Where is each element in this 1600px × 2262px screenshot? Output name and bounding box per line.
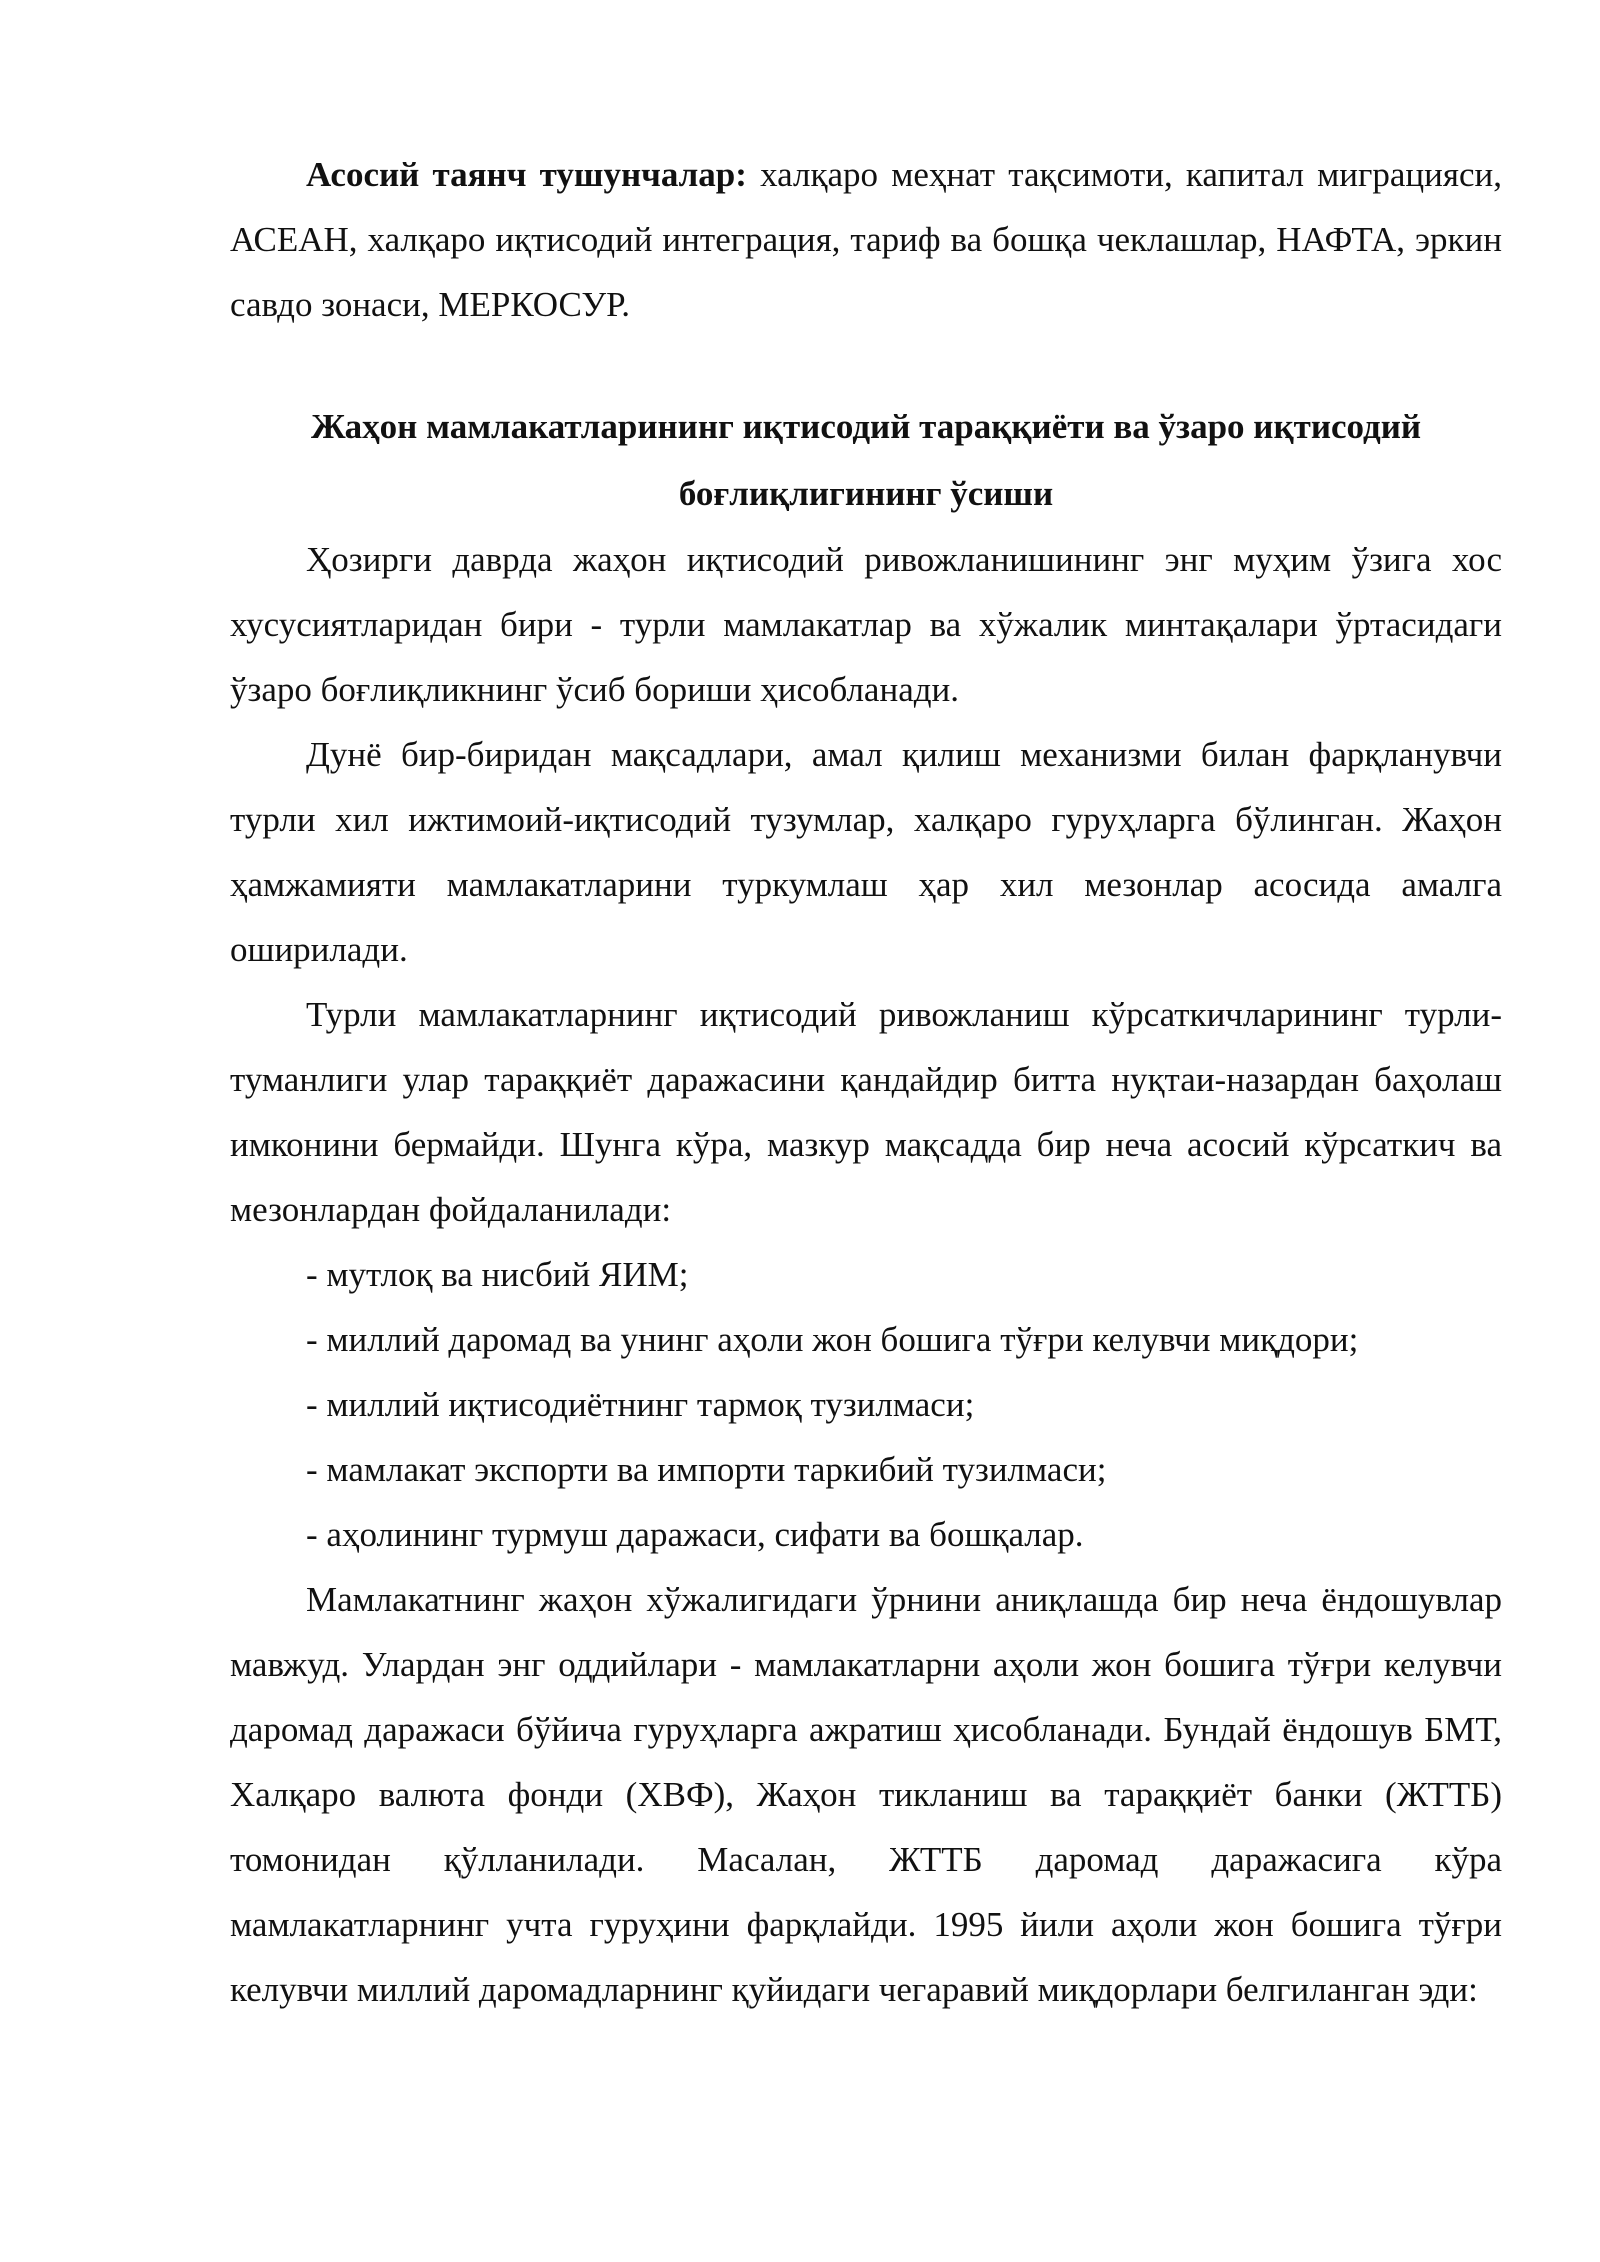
- section-heading-line-2: боғлиқлигининг ўсиши: [678, 474, 1054, 513]
- list-item: - миллий даромад ва унинг аҳоли жон бошига тўғри келувчи миқдори;: [306, 1320, 1359, 1359]
- key-concepts-label: Асосий таянч тушунчалар:: [306, 155, 747, 194]
- document-page: [230, 142, 1502, 2022]
- indicator-list: [230, 1242, 1502, 1567]
- key-concepts-text: халқаро меҳнат тақсимоти, капитал миграцияси, АСЕАН, халқаро иқтисодий интеграция, тариф ва бошқа чеклашлар, НАФТА, эркин савдо зонаси, МЕРКОСУР.: [230, 155, 1503, 324]
- list-item: - аҳолининг турмуш даражаси, сифати ва бошқалар.: [306, 1515, 1084, 1554]
- body-paragraph-2: Дунё бир-биридан мақсадлари, амал қилиш механизми билан фарқланувчи турли хил ижтимоий-иқтисодий тузумлар, халқаро гуруҳларга бўлинган. Жаҳон ҳамжамияти мамлакатларини туркумлаш ҳар хил мезонлар асосида амалга оширилади.: [230, 735, 1502, 969]
- list-item: - мамлакат экспорти ва импорти таркибий тузилмаси;: [306, 1450, 1107, 1489]
- section-heading-line-1: Жаҳон мамлакатларининг иқтисодий тараққиёти ва ўзаро иқтисодий: [310, 407, 1422, 446]
- closing-paragraph: Мамлакатнинг жаҳон хўжалигидаги ўрнини аниқлашда бир неча ёндошувлар мавжуд. Улардан энг оддийлари - мамлакатларни аҳоли жон бошига тўғри келувчи даромад даражаси бўйича гуруҳларга ажратиш ҳисобланади. Бундай ёндошув БМТ, Халқаро валюта фонди (ХВФ), Жаҳон тикланиш ва тараққиёт банки (ЖТТБ) томонидан қўлланилади. Масалан, ЖТТБ даромад даражасига кўра мамлакатларнинг учта гуруҳини фарқлайди. 1995 йили аҳоли жон бошига тўғри келувчи миллий даромадларнинг қуйидаги чегаравий миқдорлари белгиланган эди:: [230, 1580, 1502, 2009]
- list-item: - мутлоқ ва нисбий ЯИМ;: [306, 1255, 689, 1294]
- body-paragraph-3: Турли мамлакатларнинг иқтисодий ривожланиш кўрсаткичларининг турли-туманлиги улар тараққиёт даражасини қандайдир битта нуқтаи-назардан баҳолаш имконини бермайди. Шунга кўра, мазкур мақсадда бир неча асосий кўрсаткич ва мезонлардан фойдаланилади:: [230, 995, 1502, 1229]
- key-concepts-paragraph: [230, 142, 1502, 337]
- section-heading: [230, 393, 1502, 527]
- body-paragraph-1: Ҳозирги даврда жаҳон иқтисодий ривожланишининг энг муҳим ўзига хос хусусиятларидан бири - турли мамлакатлар ва хўжалик минтақалари ўртасидаги ўзаро боғлиқликнинг ўсиб бориши ҳисобланади.: [230, 540, 1502, 709]
- list-item: - миллий иқтисодиётнинг тармоқ тузилмаси;: [306, 1385, 975, 1424]
